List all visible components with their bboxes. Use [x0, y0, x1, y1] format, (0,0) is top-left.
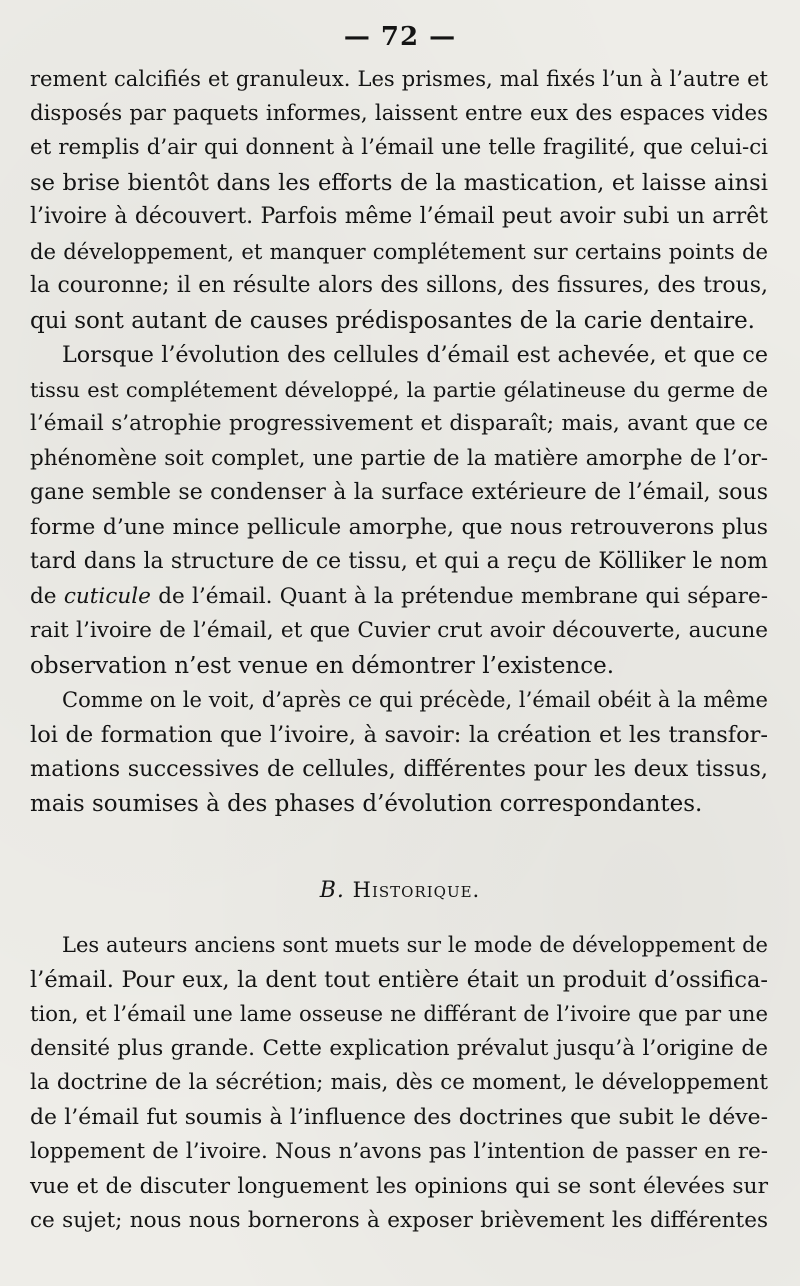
text-line: l’ivoire à découvert. Parfois même l’émail peut avoir subi un arrêt — [30, 204, 768, 229]
section-heading — [0, 878, 800, 903]
text-line: qui sont autant de causes prédisposantes de la carie dentaire. — [30, 307, 755, 334]
body-text-top — [30, 62, 768, 821]
text-line: ce sujet; nous nous bornerons à exposer brièvement les différentes — [30, 1208, 768, 1233]
text-line: disposés par paquets informes, laissent entre eux des espaces vides — [30, 100, 768, 126]
body-text-bottom — [30, 928, 768, 1239]
text-line-mixed — [30, 580, 768, 615]
text-line: et remplis d’air qui donnent à l’émail une telle fragilité, que celui-ci — [30, 135, 768, 160]
text-segment: de — [30, 583, 57, 609]
section-letter: B. — [319, 878, 345, 903]
text-line: de l’émail fut soumis à l’influence des doctrines que subit le déve- — [30, 1104, 768, 1130]
text-line: observation n’est venue en démontrer l’existence. — [30, 652, 615, 679]
text-line: Lorsque l’évolution des cellules d’émail est achevée, et que ce — [62, 342, 768, 368]
text-line: tion, et l’émail une lame osseuse ne différant de l’ivoire que par une — [30, 1001, 768, 1026]
text-line: mais soumises à des phases d’évolution correspondantes. — [30, 790, 703, 817]
text-line: la doctrine de la sécrétion; mais, dès ce moment, le développement — [30, 1070, 768, 1095]
text-line: de développement, et manquer complétement sur certains points de — [30, 238, 768, 264]
text-line: Comme on le voit, d’après ce qui précède, l’émail obéit à la même — [62, 687, 768, 712]
italic-term: cuticule — [63, 583, 151, 609]
text-segment: de l’émail. Quant à la prétendue membrane qui sépare- — [158, 583, 768, 609]
text-line: densité plus grande. Cette explication prévalut jusqu’à l’origine de — [30, 1035, 768, 1061]
text-line: loppement de l’ivoire. Nous n’avons pas l’intention de passer en re- — [30, 1139, 768, 1164]
text-line: mations successives de cellules, différentes pour les deux tissus, — [30, 756, 768, 782]
page-number: — 72 — — [343, 22, 457, 52]
text-line: gane semble se condenser à la surface extérieure de l’émail, sous — [30, 480, 768, 505]
text-line: l’émail s’atrophie progressivement et disparaît; mais, avant que ce — [30, 411, 768, 436]
text-line: rait l’ivoire de l’émail, et que Cuvier crut avoir découverte, aucune — [30, 618, 768, 643]
text-line: tard dans la structure de ce tissu, et qui a reçu de Kölliker le nom — [30, 549, 768, 574]
text-line: Les auteurs anciens sont muets sur le mode de développement de — [62, 932, 768, 957]
text-line: la couronne; il en résulte alors des sillons, des fissures, des trous, — [30, 273, 768, 298]
text-line: forme d’une mince pellicule amorphe, que nous retrouverons plus — [30, 514, 768, 540]
text-line: phénomène soit complet, une partie de la matière amorphe de l’or- — [30, 445, 768, 471]
text-line: tissu est complétement développé, la partie gélatineuse du germe de — [30, 377, 768, 402]
text-line: rement calcifiés et granuleux. Les prismes, mal fixés l’un à l’autre et — [30, 66, 768, 91]
text-line: l’émail. Pour eux, la dent tout entière était un produit d’ossifica- — [30, 966, 768, 993]
text-line: vue et de discuter longuement les opinions qui se sont élevées sur — [30, 1173, 768, 1199]
text-line: loi de formation que l’ivoire, à savoir: la création et les transfor- — [30, 721, 768, 748]
section-title: Historique. — [352, 878, 481, 902]
text-line: se brise bientôt dans les efforts de la mastication, et laisse ainsi — [30, 169, 768, 196]
